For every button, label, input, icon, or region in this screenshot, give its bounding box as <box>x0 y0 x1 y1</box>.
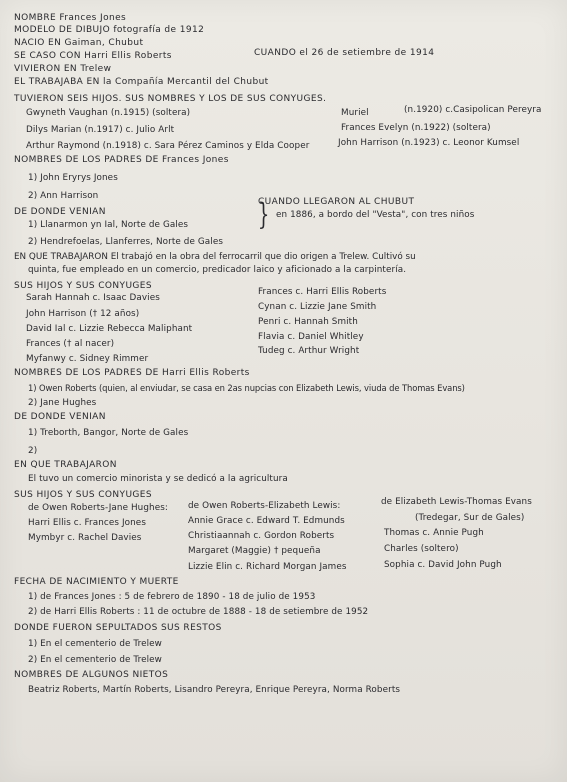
child-gwyneth: Gwyneth Vaughan (n.1915) (soltera) <box>26 108 191 118</box>
sibling-sarah: Sarah Hannah c. Isaac Davies <box>26 293 160 303</box>
child-margaret: Margaret (Maggie) † pequeña <box>188 546 321 556</box>
parent-owen-roberts: 1) Owen Roberts (quien, al enviudar, se casa en 2as nupcias con Elizabeth Lewis, viuda de Thomas Evans) <box>28 383 465 393</box>
child-harri-ellis: Harri Ellis c. Frances Jones <box>28 518 147 528</box>
work-line-2: quinta, fue empleado en un comercio, predicador laico y aficionado a la carpintería. <box>28 265 407 275</box>
child-christiaannah: Christiaannah c. Gordon Roberts <box>188 531 335 541</box>
heading-hijos-conyuges-1: TUVIERON SEIS HIJOS. SUS NOMBRES Y LOS DE SUS CONYUGES. <box>14 94 327 104</box>
field-cuando: CUANDO el 26 de setiembre de 1914 <box>254 48 435 58</box>
dates-frances: 1) de Frances Jones : 5 de febrero de 1890 - 18 de julio de 1953 <box>28 592 316 602</box>
origin-2-empty: 2) <box>28 446 38 456</box>
child-sophia: Sophia c. David John Pugh <box>384 560 502 570</box>
arrival-vesta: en 1886, a bordo del "Vesta", con tres niños <box>276 210 475 220</box>
origin-hendrefoelas: 2) Hendrefoelas, Llanferres, Norte de Gales <box>28 237 224 247</box>
sibling-david-ial: David Ial c. Lizzie Rebecca Maliphant <box>26 324 193 334</box>
brace-icon: } <box>257 197 270 232</box>
child-dilys: Dilys Marian (n.1917) c. Julio Arlt <box>26 125 175 135</box>
heading-de-donde-venian-1: DE DONDE VENIAN <box>14 207 106 217</box>
parent-ann-harrison: 2) Ann Harrison <box>28 191 99 201</box>
dates-harri: 2) de Harri Ellis Roberts : 11 de octubre de 1888 - 18 de setiembre de 1952 <box>28 607 369 617</box>
origin-treborth: 1) Treborth, Bangor, Norte de Gales <box>28 428 189 438</box>
heading-padres-frances: NOMBRES DE LOS PADRES DE Frances Jones <box>14 155 229 165</box>
heading-hijos-conyuges-3: SUS HIJOS Y SUS CONYUGES <box>14 490 152 500</box>
heading-cuando-llegaron: CUANDO LLEGARON AL CHUBUT <box>258 197 415 207</box>
origin-llanarmon <box>28 220 188 231</box>
sibling-cynan: Cynan c. Lizzie Jane Smith <box>258 302 377 312</box>
heading-hijos-conyuges-2: SUS HIJOS Y SUS CONYUGES <box>14 281 152 291</box>
child-john-harrison: John Harrison (n.1923) c. Leonor Kumsel <box>338 138 520 148</box>
child-lizzie-elin: Lizzie Elin c. Richard Morgan James <box>188 562 347 572</box>
heading-nietos: NOMBRES DE ALGUNOS NIETOS <box>14 670 169 680</box>
sibling-penri: Penri c. Hannah Smith <box>258 317 358 327</box>
sibling-tudeg: Tudeg c. Arthur Wright <box>258 346 360 356</box>
child-mymbyr: Mymbyr c. Rachel Davies <box>28 533 142 543</box>
child-charles: Charles (soltero) <box>384 544 459 554</box>
heading-padres-harri: NOMBRES DE LOS PADRES DE Harri Ellis Roberts <box>14 368 250 378</box>
burial-1: 1) En el cementerio de Trelew <box>28 639 162 649</box>
origin-llanarmon-text: 1) Llanarmon yn Ial, Norte de Gales <box>28 220 189 230</box>
work-harri-parents: El tuvo un comercio minorista y se dedicó a la agricultura <box>28 474 288 484</box>
sibling-frances-2: Frances († al nacer) <box>26 339 115 349</box>
field-vivieron-en: VIVIERON EN Trelew <box>14 64 112 74</box>
heading-en-que-trabajaron: EN QUE TRABAJARON <box>14 460 117 470</box>
field-nacio-en: NACIO EN Gaiman, Chubut <box>14 38 144 48</box>
group-owen-jane: de Owen Roberts-Jane Hughes: <box>28 503 168 513</box>
sibling-john-harrison: John Harrison († 12 años) <box>26 309 140 319</box>
child-arthur: Arthur Raymond (n.1918) c. Sara Pérez Caminos y Elda Cooper <box>26 141 310 151</box>
heading-de-donde-venian-2: DE DONDE VENIAN <box>14 412 106 422</box>
field-se-caso-con: SE CASO CON Harri Ellis Roberts <box>14 51 172 61</box>
parent-jane-hughes: 2) Jane Hughes <box>28 398 97 408</box>
child-thomas: Thomas c. Annie Pugh <box>384 528 484 538</box>
child-muriel-spouse: (n.1920) c.Casipolican Pereyra <box>404 105 542 115</box>
origin-tredegar: (Tredegar, Sur de Gales) <box>415 513 525 523</box>
group-owen-elizabeth: de Owen Roberts-Elizabeth Lewis: <box>188 501 341 511</box>
heading-fecha-nacimiento: FECHA DE NACIMIENTO Y MUERTE <box>14 577 179 587</box>
grandchildren-list: Beatriz Roberts, Martín Roberts, Lisandro Pereyra, Enrique Pereyra, Norma Roberts <box>28 685 401 695</box>
sibling-frances: Frances c. Harri Ellis Roberts <box>258 287 387 297</box>
parent-john-eryrys: 1) John Eryrys Jones <box>28 173 118 183</box>
work-line-1: EN QUE TRABAJARON El trabajó en la obra del ferrocarril que dio origen a Trelew. Cultivó su <box>14 252 416 262</box>
child-frances-evelyn: Frances Evelyn (n.1922) (soltera) <box>341 123 491 133</box>
burial-2: 2) En el cementerio de Trelew <box>28 655 162 665</box>
field-nombre: NOMBRE Frances Jones <box>14 13 127 23</box>
field-trabajaba-en: EL TRABAJABA EN la Compañía Mercantil del Chubut <box>14 77 269 87</box>
sibling-myfanwy: Myfanwy c. Sidney Rimmer <box>26 354 149 364</box>
sibling-flavia: Flavia c. Daniel Whitley <box>258 332 364 342</box>
heading-sepultados: DONDE FUERON SEPULTADOS SUS RESTOS <box>14 623 222 633</box>
child-muriel-name: Muriel <box>341 108 369 118</box>
field-modelo-dibujo: MODELO DE DIBUJO fotografía de 1912 <box>14 25 205 35</box>
child-annie-grace: Annie Grace c. Edward T. Edmunds <box>188 516 345 526</box>
group-elizabeth-thomas: de Elizabeth Lewis-Thomas Evans <box>381 497 532 507</box>
